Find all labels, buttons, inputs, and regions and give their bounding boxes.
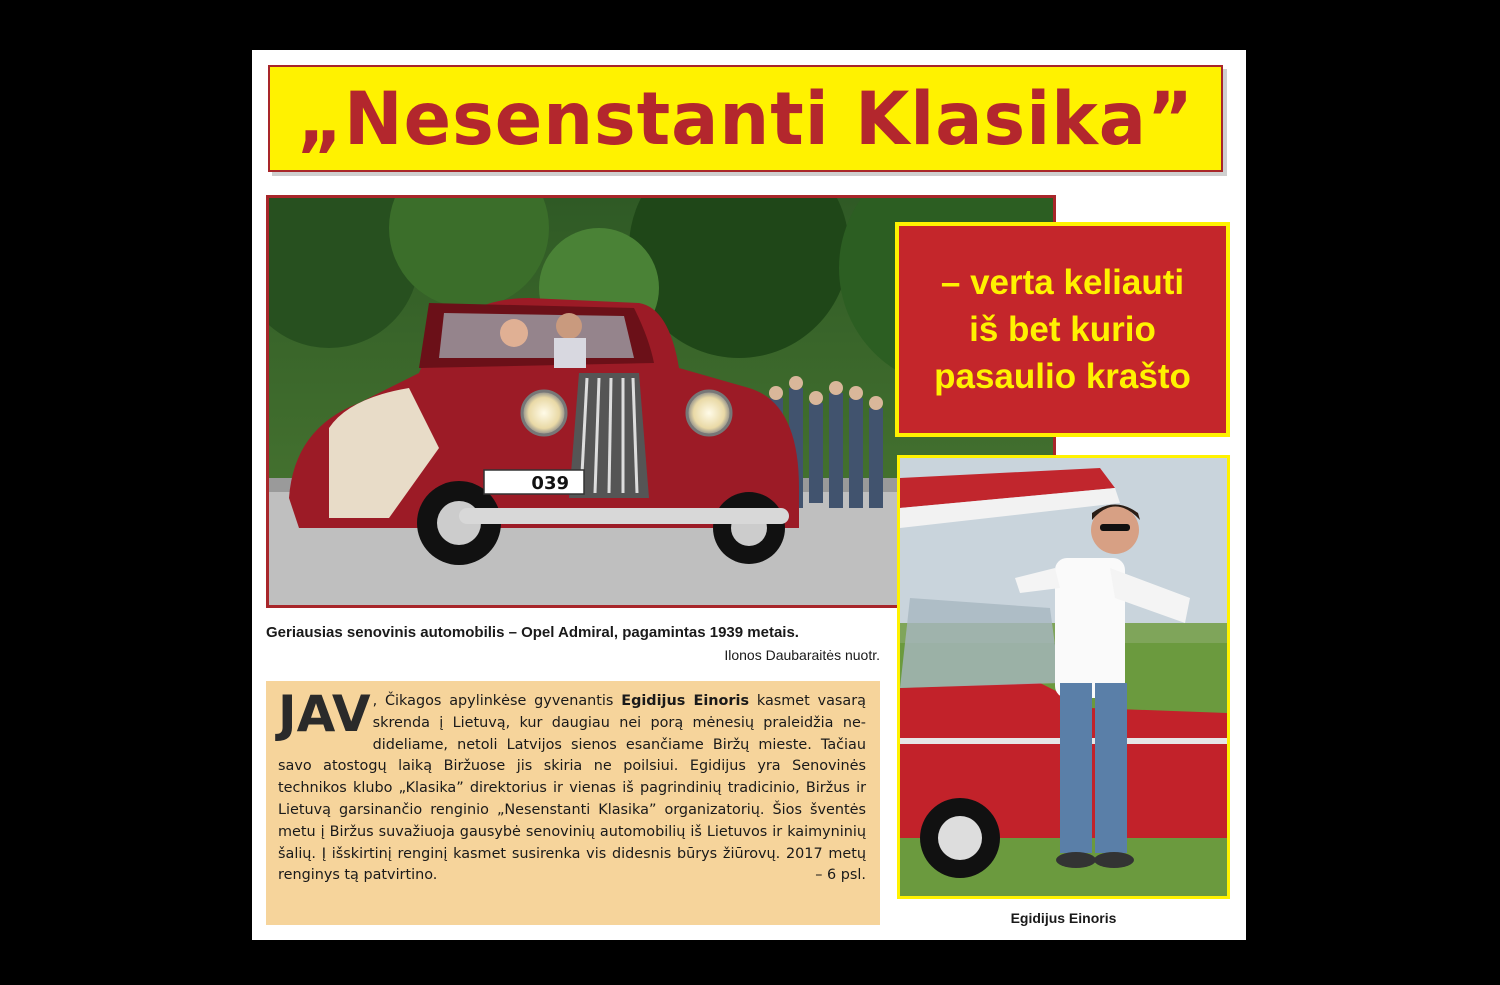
article-body xyxy=(266,681,880,925)
article-text: kasmet vasarą skrenda į Lietuvą, kur daugiau nei porą mėnesių praleidžia nedideliame, netoli Latvijos sienos esančiame Biržų mieste. Tačiau savo atostogų laiką Biržuose jis skiria ne poilsiui. Egidijus yra Senovinės technikos klubo „Klasika” direktorius ir vienas iš pagrindinių tradicinio, Biržus ir Lietuvą garsinančio renginio „Nesenstanti Klasika” organizatorių. Šios šventės metu į Biržus suvažiuoja gausybė senovinių automobilių iš Lietuvos ir kaimyninių šalių. Į išskirtinį renginį kasmet susirenka vis didesnis būrys žiūrovų. 2017 metų renginys tą patvirtino. xyxy=(278,693,866,884)
headline: „Nesenstanti Klasika” xyxy=(297,75,1194,162)
side-photo-caption: Egidijus Einoris xyxy=(1010,910,1117,926)
headline-banner xyxy=(268,65,1223,172)
newspaper-page xyxy=(252,50,1246,940)
tagline-line-1: – verta keliauti xyxy=(940,263,1185,302)
article-person-name: Egidijus Einoris xyxy=(621,693,750,709)
license-plate: 039 xyxy=(531,473,569,494)
tagline-line-2: iš bet kurio xyxy=(969,310,1156,349)
main-photo-caption: Geriausias senovinis automobilis – Opel Admiral, pagamintas 1939 metais. xyxy=(266,624,799,641)
article-page-reference: – 6 psl. xyxy=(815,867,866,884)
article-dropcap: JAV xyxy=(278,685,371,743)
tagline-line-3: pasaulio krašto xyxy=(934,357,1191,396)
article-intro: , Čikagos apylinkėse gyvenantis xyxy=(372,693,622,709)
main-photo-credit: Ilonos Daubaraitės nuotr. xyxy=(724,647,880,663)
tagline-box xyxy=(895,222,1230,437)
side-photo-egidijus-einoris xyxy=(897,455,1230,899)
